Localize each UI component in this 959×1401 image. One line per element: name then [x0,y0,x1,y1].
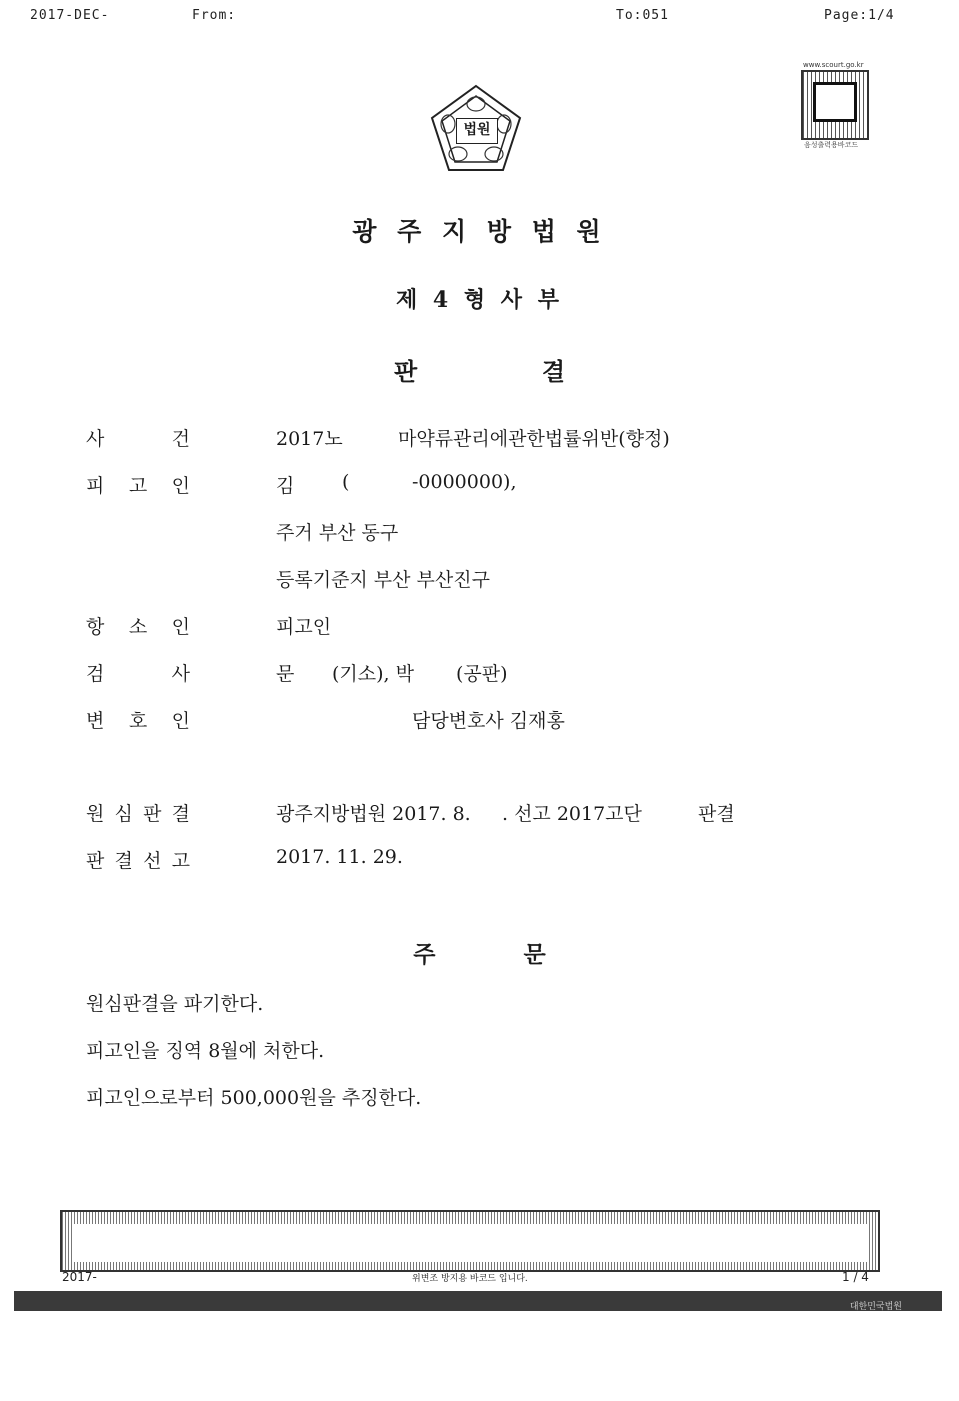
voice-barcode [801,70,869,140]
barcode-caption: 음성출력용바코드 [804,141,859,149]
division-name: 제 4 형 사 부 [396,287,563,313]
footer-case: 2017- [62,1270,97,1284]
fax-to: To:051 [616,8,669,23]
judgment-title [0,352,959,387]
judgment-title-char: 판 [393,357,418,386]
order-line: 원심판결을 파기한다. [86,993,264,1015]
label-char: 항 [86,616,106,638]
forgery-barcode-strip [60,1210,880,1272]
defendant-residence: 주거 부산 동구 [276,522,399,544]
order-line: 피고인으로부터 500,000원을 추징한다. [86,1087,422,1109]
label-char: 인 [171,616,191,638]
label-case [86,424,211,451]
prosecutor-role: (공판) [456,663,508,685]
case-number: 2017노 [276,428,343,450]
label-char: 검 [86,663,106,685]
order-title-char: 문 [523,941,546,968]
counsel: 담당변호사 김재홍 [412,710,565,732]
defendant-name: 김 [276,475,295,497]
bottom-bar-text: 대한민국법원 [849,1302,902,1312]
barcode-url: www.scourt.go.kr [803,61,864,69]
label-char: 인 [171,710,191,732]
label-char: 고 [171,850,191,872]
appellant: 피고인 [276,616,332,638]
pronouncement-date: 2017. 11. 29. [276,846,403,868]
label-appellant [86,612,211,639]
prosecutor-2: (기소), 박 [332,663,414,685]
defendant-paren: ( [342,471,350,493]
label-defendant [86,471,211,498]
label-char: 고 [128,475,149,497]
label-char: 결 [114,850,134,872]
label-original-judgment [86,799,211,826]
fax-page: Page:1/4 [824,8,895,23]
label-char: 판 [86,850,106,872]
label-char: 심 [114,803,134,825]
bottom-bar [14,1291,942,1311]
original-judgment-type: 판결 [698,803,735,825]
label-counsel [86,706,211,733]
defendant-registry: 등록기준지 부산 부산진구 [276,569,490,591]
order-line: 피고인을 징역 8월에 처한다. [86,1040,325,1062]
prosecutor-1: 문 [276,663,295,685]
label-prosecutor [86,659,211,686]
footer-page: 1 / 4 [842,1270,869,1284]
order-title-char: 주 [413,941,436,968]
label-char: 소 [128,616,149,638]
label-char: 인 [171,475,191,497]
label-char: 변 [86,710,106,732]
label-char: 원 [86,803,106,825]
original-judgment-case: . 선고 2017고단 [502,803,642,825]
original-judgment-court: 광주지방법원 2017. 8. [276,803,471,825]
label-char: 선 [143,850,163,872]
label-char: 피 [86,475,106,497]
label-pronouncement [86,846,211,873]
seal-text: 법원 [456,118,498,144]
fax-from: From: [192,8,237,23]
label-char: 사 [86,428,106,450]
order-title [0,936,959,969]
label-char: 결 [171,803,191,825]
label-char: 건 [171,428,191,450]
label-char: 판 [143,803,163,825]
judgment-title-char: 결 [541,357,566,386]
case-name: 마약류관리에관한법률위반(향정) [398,428,670,450]
label-char: 사 [171,663,191,685]
label-char: 호 [128,710,149,732]
court-name: 광 주 지 방 법 원 [352,217,607,246]
defendant-id: -0000000), [412,471,517,493]
footer-note: 위변조 방지용 바코드 입니다. [412,1274,528,1284]
fax-date: 2017-DEC- [30,8,110,23]
